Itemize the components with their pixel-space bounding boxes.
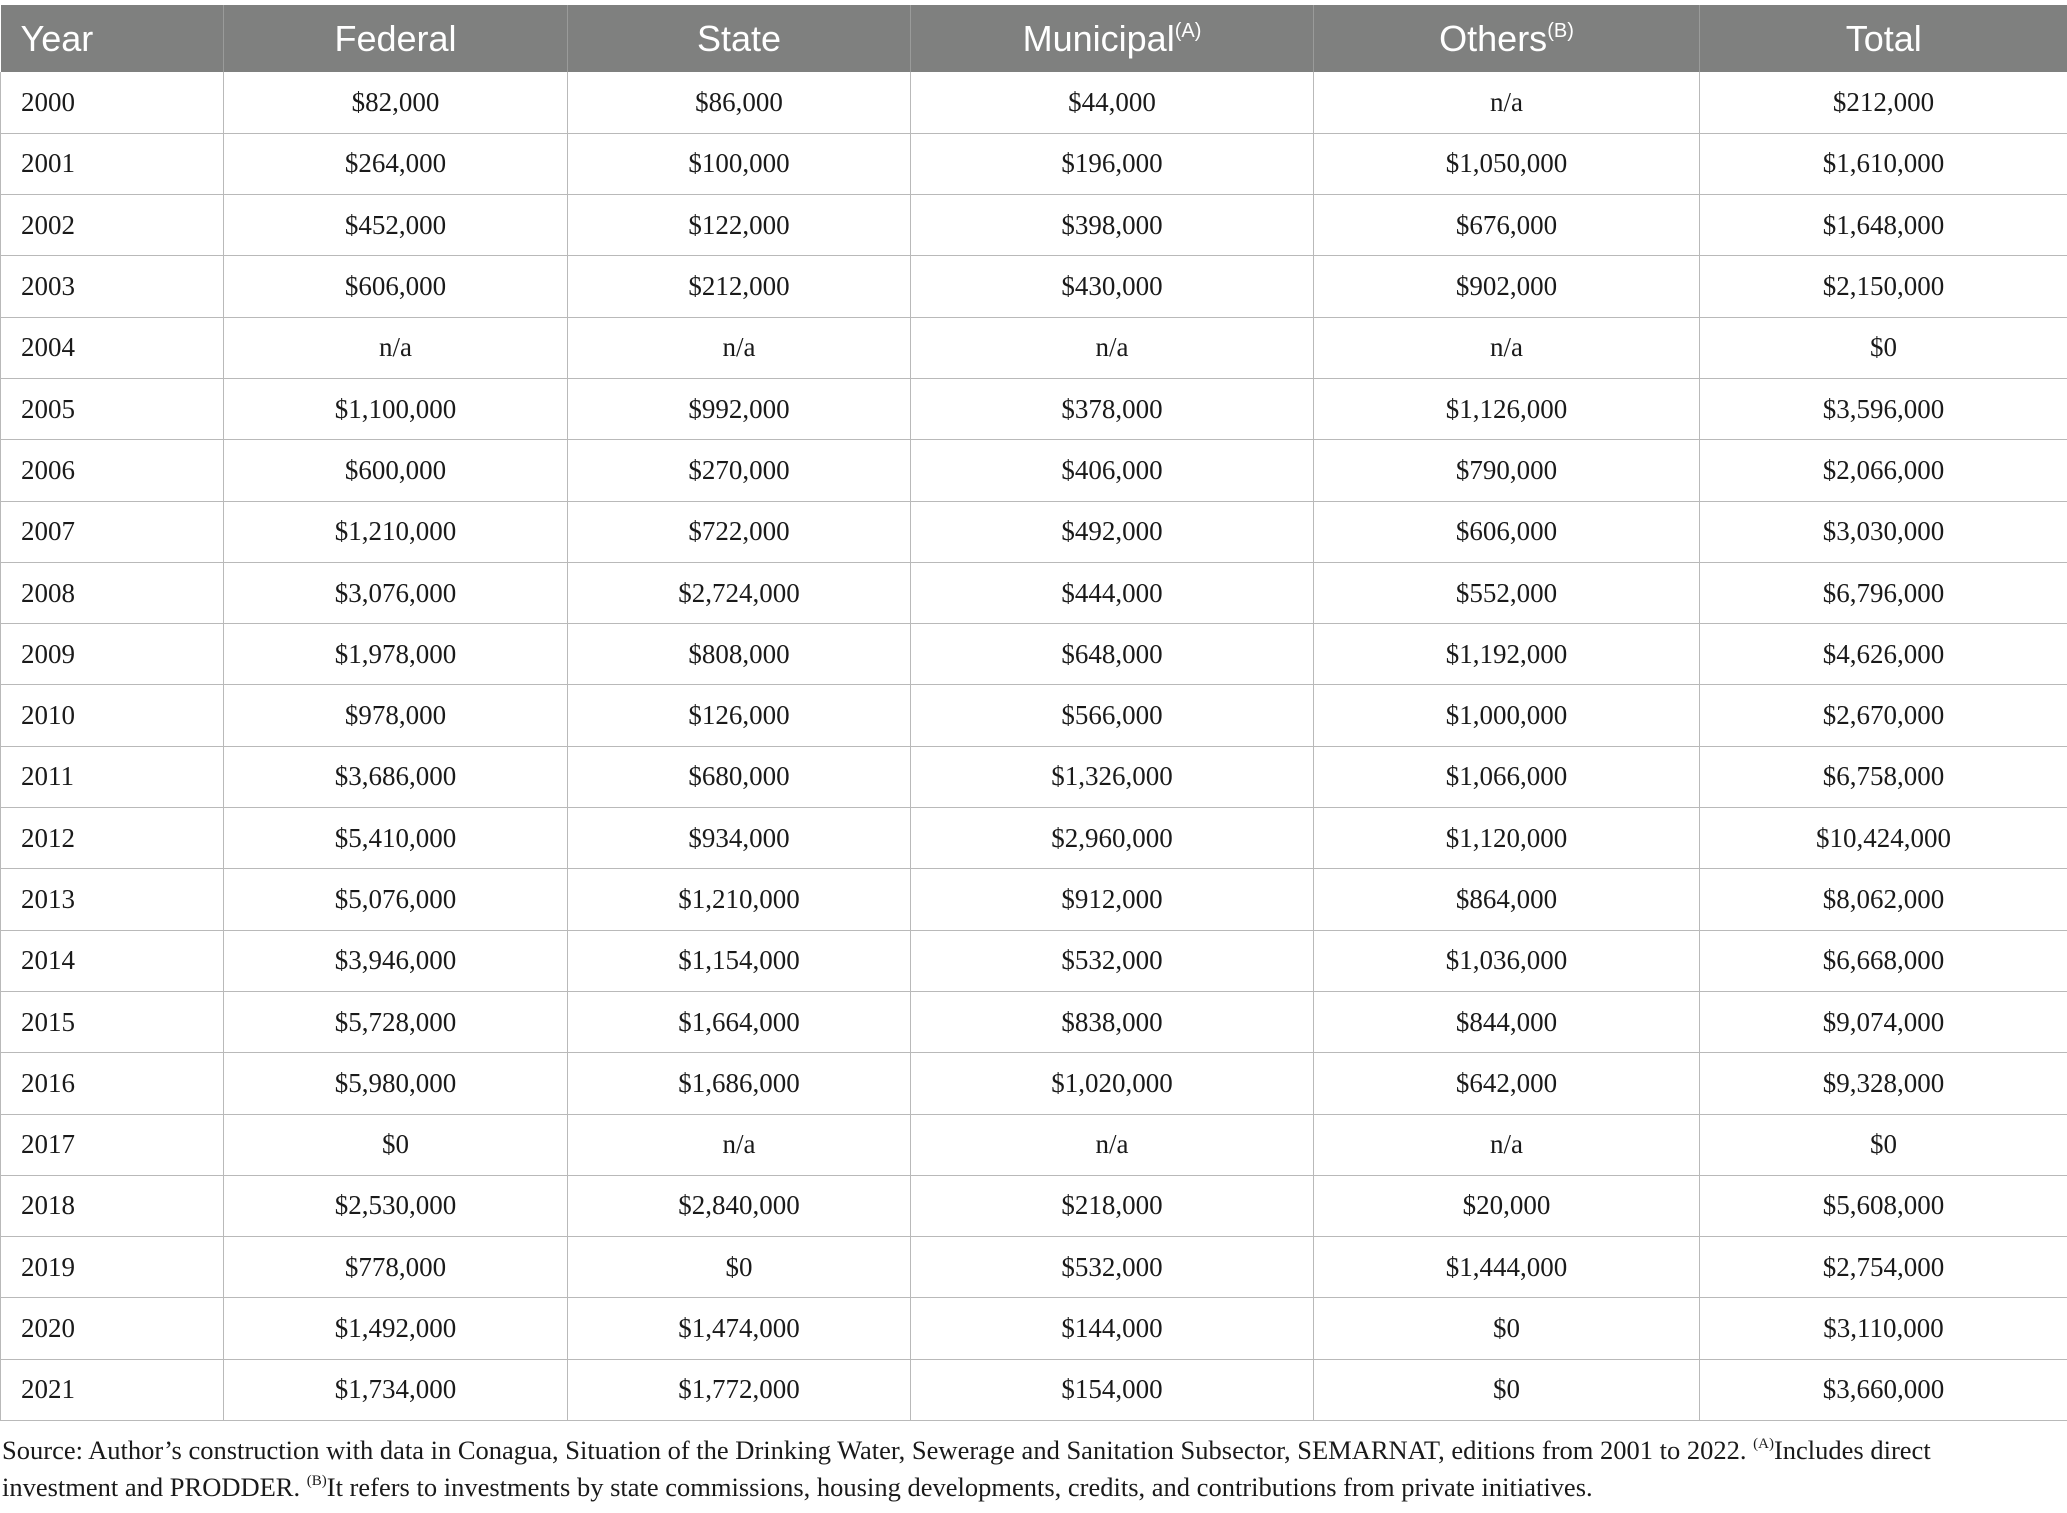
cell-total: $1,648,000 xyxy=(1700,195,2067,256)
cell-state: $126,000 xyxy=(568,685,911,746)
cell-others: n/a xyxy=(1314,1114,1700,1175)
column-header-total xyxy=(1700,5,2067,72)
table-row xyxy=(1,1053,2067,1114)
cell-total: $2,066,000 xyxy=(1700,440,2067,501)
cell-municipal: $398,000 xyxy=(911,195,1314,256)
cell-others: $642,000 xyxy=(1314,1053,1700,1114)
cell-total: $2,670,000 xyxy=(1700,685,2067,746)
cell-year: 2006 xyxy=(1,440,224,501)
cell-others: $1,000,000 xyxy=(1314,685,1700,746)
footnote-source: Source: Author’s construction with data in Conagua, Situation of the Drinking Water, Sewerage and Sanitation Subsector, SEMARNAT, editions from 2001 to 2022. xyxy=(2,1435,1754,1465)
cell-total: $3,660,000 xyxy=(1700,1359,2067,1420)
cell-federal: $1,734,000 xyxy=(224,1359,568,1420)
cell-municipal: $648,000 xyxy=(911,624,1314,685)
table-header xyxy=(1,5,2067,72)
cell-state: $992,000 xyxy=(568,378,911,439)
cell-total: $2,754,000 xyxy=(1700,1237,2067,1298)
cell-federal: $264,000 xyxy=(224,133,568,194)
cell-others: $1,050,000 xyxy=(1314,133,1700,194)
cell-municipal: $492,000 xyxy=(911,501,1314,562)
cell-total: $6,796,000 xyxy=(1700,562,2067,623)
cell-total: $4,626,000 xyxy=(1700,624,2067,685)
cell-federal: $5,980,000 xyxy=(224,1053,568,1114)
cell-total: $3,030,000 xyxy=(1700,501,2067,562)
cell-others: $1,126,000 xyxy=(1314,378,1700,439)
cell-others: n/a xyxy=(1314,72,1700,133)
cell-year: 2010 xyxy=(1,685,224,746)
cell-state: $1,154,000 xyxy=(568,930,911,991)
cell-others: $1,120,000 xyxy=(1314,808,1700,869)
investment-table-container xyxy=(0,5,2067,1421)
cell-total: $212,000 xyxy=(1700,72,2067,133)
cell-federal: $778,000 xyxy=(224,1237,568,1298)
cell-year: 2015 xyxy=(1,991,224,1052)
cell-year: 2016 xyxy=(1,1053,224,1114)
table-row xyxy=(1,1359,2067,1420)
column-header-label: Year xyxy=(20,17,94,59)
cell-municipal: $566,000 xyxy=(911,685,1314,746)
cell-year: 2017 xyxy=(1,1114,224,1175)
footnote-b-text: It refers to investments by state commissions, housing developments, credits, and contributions from private initiatives. xyxy=(326,1472,1593,1502)
cell-total: $10,424,000 xyxy=(1700,808,2067,869)
cell-year: 2007 xyxy=(1,501,224,562)
column-header-municipal xyxy=(911,5,1314,72)
cell-federal: $978,000 xyxy=(224,685,568,746)
cell-state: $1,210,000 xyxy=(568,869,911,930)
cell-municipal: $196,000 xyxy=(911,133,1314,194)
cell-state: $122,000 xyxy=(568,195,911,256)
cell-others: $1,444,000 xyxy=(1314,1237,1700,1298)
cell-federal: $606,000 xyxy=(224,256,568,317)
cell-year: 2008 xyxy=(1,562,224,623)
cell-municipal: $2,960,000 xyxy=(911,808,1314,869)
cell-year: 2011 xyxy=(1,746,224,807)
cell-year: 2002 xyxy=(1,195,224,256)
cell-federal: $1,492,000 xyxy=(224,1298,568,1359)
cell-total: $2,150,000 xyxy=(1700,256,2067,317)
cell-federal: $1,978,000 xyxy=(224,624,568,685)
cell-others: $552,000 xyxy=(1314,562,1700,623)
cell-state: $722,000 xyxy=(568,501,911,562)
table-row xyxy=(1,930,2067,991)
cell-federal: $3,076,000 xyxy=(224,562,568,623)
column-header-label: State xyxy=(696,17,782,59)
cell-total: $6,668,000 xyxy=(1700,930,2067,991)
cell-others: $1,192,000 xyxy=(1314,624,1700,685)
cell-state: $2,724,000 xyxy=(568,562,911,623)
table-row xyxy=(1,1298,2067,1359)
table-row xyxy=(1,991,2067,1052)
column-header-label: Others xyxy=(1439,17,1548,59)
cell-year: 2009 xyxy=(1,624,224,685)
cell-others: $902,000 xyxy=(1314,256,1700,317)
cell-total: $8,062,000 xyxy=(1700,869,2067,930)
cell-municipal: $532,000 xyxy=(911,930,1314,991)
cell-year: 2021 xyxy=(1,1359,224,1420)
cell-municipal: $406,000 xyxy=(911,440,1314,501)
table-row xyxy=(1,746,2067,807)
table-row xyxy=(1,1175,2067,1236)
cell-state: $934,000 xyxy=(568,808,911,869)
footnote-a-mark: (A) xyxy=(1753,1436,1774,1452)
cell-year: 2001 xyxy=(1,133,224,194)
cell-state: $100,000 xyxy=(568,133,911,194)
cell-total: $1,610,000 xyxy=(1700,133,2067,194)
column-header-footnote-mark: (B) xyxy=(1547,19,1574,42)
table-row xyxy=(1,685,2067,746)
cell-state: n/a xyxy=(568,317,911,378)
table-row xyxy=(1,1114,2067,1175)
cell-municipal: $154,000 xyxy=(911,1359,1314,1420)
cell-others: $844,000 xyxy=(1314,991,1700,1052)
cell-state: $1,686,000 xyxy=(568,1053,911,1114)
cell-others: $864,000 xyxy=(1314,869,1700,930)
cell-municipal: $1,020,000 xyxy=(911,1053,1314,1114)
table-row xyxy=(1,72,2067,133)
cell-year: 2005 xyxy=(1,378,224,439)
cell-state: $1,772,000 xyxy=(568,1359,911,1420)
cell-federal: $5,076,000 xyxy=(224,869,568,930)
cell-federal: $2,530,000 xyxy=(224,1175,568,1236)
cell-year: 2004 xyxy=(1,317,224,378)
cell-others: $20,000 xyxy=(1314,1175,1700,1236)
cell-year: 2020 xyxy=(1,1298,224,1359)
column-header-label: Federal xyxy=(334,17,457,59)
cell-total: $5,608,000 xyxy=(1700,1175,2067,1236)
cell-municipal: n/a xyxy=(911,317,1314,378)
cell-municipal: $912,000 xyxy=(911,869,1314,930)
cell-municipal: $430,000 xyxy=(911,256,1314,317)
cell-state: $86,000 xyxy=(568,72,911,133)
investment-table xyxy=(0,5,2067,1421)
cell-others: $0 xyxy=(1314,1298,1700,1359)
table-row xyxy=(1,378,2067,439)
table-row xyxy=(1,869,2067,930)
cell-others: $0 xyxy=(1314,1359,1700,1420)
table-row xyxy=(1,133,2067,194)
cell-state: $1,664,000 xyxy=(568,991,911,1052)
cell-total: $9,328,000 xyxy=(1700,1053,2067,1114)
cell-federal: $5,728,000 xyxy=(224,991,568,1052)
cell-municipal: n/a xyxy=(911,1114,1314,1175)
header-row xyxy=(1,5,2067,72)
cell-total: $6,758,000 xyxy=(1700,746,2067,807)
column-header-state xyxy=(568,5,911,72)
cell-others: $1,036,000 xyxy=(1314,930,1700,991)
column-header-label: Municipal xyxy=(1022,17,1175,59)
cell-year: 2018 xyxy=(1,1175,224,1236)
cell-state: $1,474,000 xyxy=(568,1298,911,1359)
cell-federal: $3,686,000 xyxy=(224,746,568,807)
cell-state: $2,840,000 xyxy=(568,1175,911,1236)
cell-federal: $3,946,000 xyxy=(224,930,568,991)
cell-others: $676,000 xyxy=(1314,195,1700,256)
table-row xyxy=(1,440,2067,501)
cell-year: 2013 xyxy=(1,869,224,930)
cell-state: $212,000 xyxy=(568,256,911,317)
cell-federal: $5,410,000 xyxy=(224,808,568,869)
cell-municipal: $144,000 xyxy=(911,1298,1314,1359)
table-row xyxy=(1,624,2067,685)
table-row xyxy=(1,501,2067,562)
cell-year: 2003 xyxy=(1,256,224,317)
cell-federal: $82,000 xyxy=(224,72,568,133)
cell-municipal: $218,000 xyxy=(911,1175,1314,1236)
column-header-footnote-mark: (A) xyxy=(1174,19,1202,42)
cell-municipal: $838,000 xyxy=(911,991,1314,1052)
cell-total: $0 xyxy=(1700,1114,2067,1175)
cell-federal: $600,000 xyxy=(224,440,568,501)
column-header-federal xyxy=(224,5,568,72)
cell-year: 2000 xyxy=(1,72,224,133)
table-row xyxy=(1,808,2067,869)
cell-state: $0 xyxy=(568,1237,911,1298)
cell-state: n/a xyxy=(568,1114,911,1175)
cell-state: $808,000 xyxy=(568,624,911,685)
table-body xyxy=(1,72,2067,1421)
cell-federal: $0 xyxy=(224,1114,568,1175)
footnote-b-mark: (B) xyxy=(306,1473,327,1489)
cell-federal: n/a xyxy=(224,317,568,378)
cell-total: $9,074,000 xyxy=(1700,991,2067,1052)
column-header-label: Total xyxy=(1845,17,1922,59)
cell-others: n/a xyxy=(1314,317,1700,378)
column-header-others xyxy=(1314,5,1700,72)
column-header-year xyxy=(1,5,224,72)
cell-municipal: $44,000 xyxy=(911,72,1314,133)
cell-others: $790,000 xyxy=(1314,440,1700,501)
cell-total: $3,110,000 xyxy=(1700,1298,2067,1359)
cell-others: $606,000 xyxy=(1314,501,1700,562)
cell-others: $1,066,000 xyxy=(1314,746,1700,807)
table-row xyxy=(1,562,2067,623)
table-row xyxy=(1,1237,2067,1298)
table-row xyxy=(1,256,2067,317)
cell-state: $680,000 xyxy=(568,746,911,807)
cell-municipal: $1,326,000 xyxy=(911,746,1314,807)
table-footnote xyxy=(2,1432,1992,1506)
cell-federal: $452,000 xyxy=(224,195,568,256)
cell-year: 2014 xyxy=(1,930,224,991)
table-row xyxy=(1,195,2067,256)
cell-total: $3,596,000 xyxy=(1700,378,2067,439)
cell-municipal: $532,000 xyxy=(911,1237,1314,1298)
cell-year: 2019 xyxy=(1,1237,224,1298)
cell-state: $270,000 xyxy=(568,440,911,501)
table-row xyxy=(1,317,2067,378)
cell-municipal: $378,000 xyxy=(911,378,1314,439)
footnote-a-text: Includes direct investment and PRODDER. xyxy=(2,1435,1931,1502)
cell-municipal: $444,000 xyxy=(911,562,1314,623)
cell-year: 2012 xyxy=(1,808,224,869)
cell-total: $0 xyxy=(1700,317,2067,378)
cell-federal: $1,210,000 xyxy=(224,501,568,562)
cell-federal: $1,100,000 xyxy=(224,378,568,439)
